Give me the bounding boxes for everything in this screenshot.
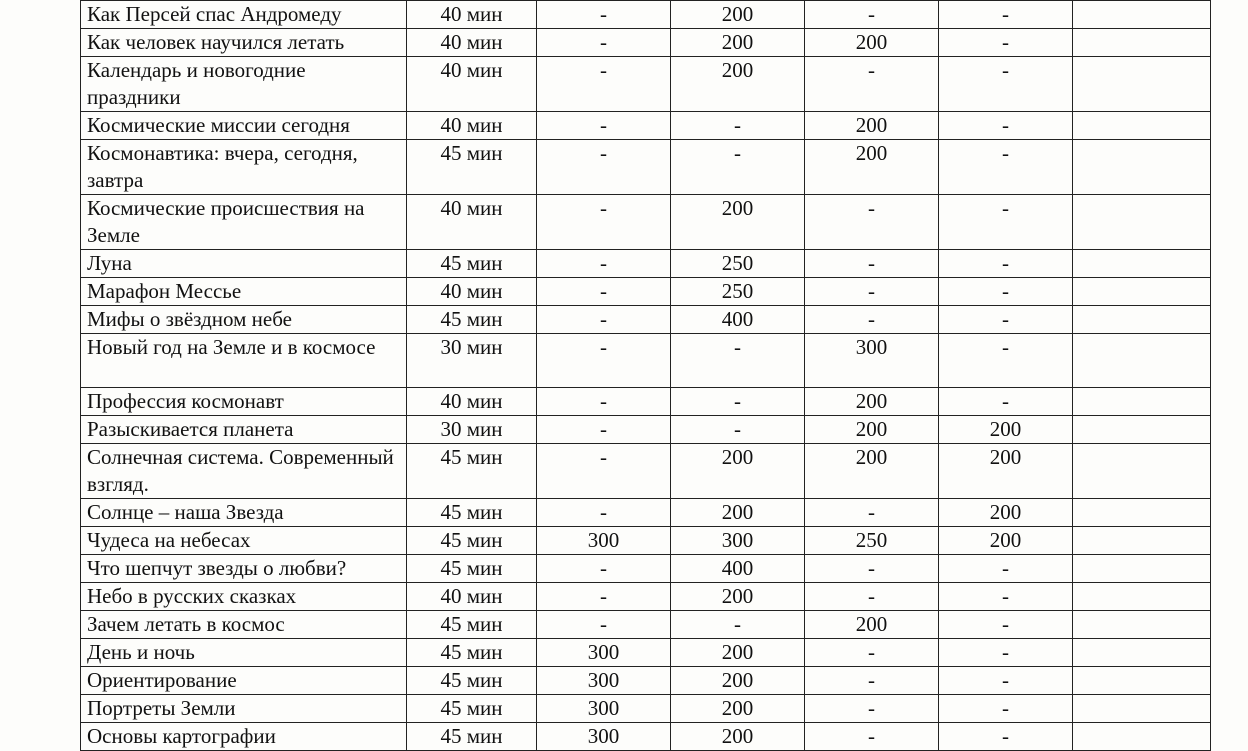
price-col-1: -: [537, 1, 671, 29]
program-title: Портреты Земли: [81, 695, 407, 723]
table-row: [81, 388, 1211, 416]
price-col-3: 200: [805, 29, 939, 57]
price-col-5: [1073, 723, 1211, 751]
price-col-5: [1073, 444, 1211, 499]
program-title: Марафон Мессье: [81, 278, 407, 306]
table-row: [81, 639, 1211, 667]
price-col-3: -: [805, 250, 939, 278]
price-col-1: -: [537, 250, 671, 278]
program-title: Новый год на Земле и в космосе: [81, 334, 407, 388]
table-row: [81, 140, 1211, 195]
price-col-5: [1073, 140, 1211, 195]
program-duration: 45 мин: [407, 723, 537, 751]
program-title: Профессия космонавт: [81, 388, 407, 416]
program-duration: 40 мин: [407, 1, 537, 29]
table-row: [81, 499, 1211, 527]
price-col-2: 200: [671, 195, 805, 250]
program-title: Ориентирование: [81, 667, 407, 695]
table-row: [81, 555, 1211, 583]
price-table-page: [80, 0, 1210, 748]
price-col-4: -: [939, 195, 1073, 250]
price-col-5: [1073, 278, 1211, 306]
program-title: Небо в русских сказках: [81, 583, 407, 611]
table-row: [81, 527, 1211, 555]
price-col-1: -: [537, 195, 671, 250]
price-col-3: -: [805, 1, 939, 29]
program-duration: 45 мин: [407, 639, 537, 667]
price-col-3: 200: [805, 444, 939, 499]
price-col-1: -: [537, 555, 671, 583]
price-col-5: [1073, 388, 1211, 416]
price-col-4: -: [939, 639, 1073, 667]
price-col-4: -: [939, 695, 1073, 723]
price-col-1: -: [537, 306, 671, 334]
price-col-2: -: [671, 140, 805, 195]
price-col-2: 200: [671, 57, 805, 112]
program-duration: 45 мин: [407, 306, 537, 334]
price-col-2: 200: [671, 29, 805, 57]
table-row: [81, 195, 1211, 250]
price-col-2: -: [671, 388, 805, 416]
price-col-2: -: [671, 112, 805, 140]
price-col-2: 200: [671, 444, 805, 499]
price-col-1: -: [537, 278, 671, 306]
price-col-3: 200: [805, 112, 939, 140]
price-table: [80, 0, 1211, 751]
price-col-4: -: [939, 388, 1073, 416]
price-col-3: 200: [805, 611, 939, 639]
price-col-2: 200: [671, 667, 805, 695]
table-row: [81, 611, 1211, 639]
price-col-1: -: [537, 334, 671, 388]
price-col-2: 200: [671, 723, 805, 751]
price-col-1: 300: [537, 695, 671, 723]
program-title: Основы картографии: [81, 723, 407, 751]
price-col-3: 300: [805, 334, 939, 388]
price-col-3: -: [805, 278, 939, 306]
program-title: Космонавтика: вчера, сегодня, завтра: [81, 140, 407, 195]
program-duration: 45 мин: [407, 527, 537, 555]
price-col-1: -: [537, 499, 671, 527]
price-col-5: [1073, 57, 1211, 112]
price-col-1: -: [537, 388, 671, 416]
table-row: [81, 444, 1211, 499]
price-col-5: [1073, 334, 1211, 388]
price-col-4: -: [939, 555, 1073, 583]
program-duration: 45 мин: [407, 499, 537, 527]
program-duration: 40 мин: [407, 57, 537, 112]
price-col-3: -: [805, 195, 939, 250]
price-col-2: -: [671, 416, 805, 444]
price-col-5: [1073, 499, 1211, 527]
price-col-3: 200: [805, 140, 939, 195]
table-row: [81, 1, 1211, 29]
price-col-3: -: [805, 499, 939, 527]
program-duration: 40 мин: [407, 388, 537, 416]
program-title: Как Персей спас Андромеду: [81, 1, 407, 29]
program-duration: 45 мин: [407, 444, 537, 499]
program-title: Луна: [81, 250, 407, 278]
price-col-3: 200: [805, 416, 939, 444]
program-duration: 40 мин: [407, 112, 537, 140]
table-row: [81, 306, 1211, 334]
price-col-5: [1073, 527, 1211, 555]
price-col-2: 300: [671, 527, 805, 555]
program-title: Календарь и новогодние праздники: [81, 57, 407, 112]
price-col-1: -: [537, 140, 671, 195]
price-col-1: -: [537, 112, 671, 140]
price-col-2: 250: [671, 278, 805, 306]
price-col-5: [1073, 29, 1211, 57]
program-duration: 40 мин: [407, 29, 537, 57]
table-row: [81, 723, 1211, 751]
price-col-3: -: [805, 667, 939, 695]
price-col-3: 200: [805, 388, 939, 416]
price-col-4: -: [939, 57, 1073, 112]
price-col-2: 200: [671, 583, 805, 611]
table-row: [81, 583, 1211, 611]
program-duration: 40 мин: [407, 583, 537, 611]
price-col-4: -: [939, 112, 1073, 140]
price-col-3: -: [805, 555, 939, 583]
price-col-3: 250: [805, 527, 939, 555]
price-col-5: [1073, 416, 1211, 444]
price-col-5: [1073, 555, 1211, 583]
table-row: [81, 250, 1211, 278]
program-title: Разыскивается планета: [81, 416, 407, 444]
price-col-2: 200: [671, 499, 805, 527]
price-col-5: [1073, 639, 1211, 667]
program-duration: 40 мин: [407, 195, 537, 250]
price-col-2: -: [671, 611, 805, 639]
table-row: [81, 695, 1211, 723]
price-col-1: -: [537, 416, 671, 444]
price-col-1: -: [537, 583, 671, 611]
price-col-1: -: [537, 611, 671, 639]
price-col-5: [1073, 695, 1211, 723]
table-row: [81, 667, 1211, 695]
price-col-3: -: [805, 695, 939, 723]
price-col-2: -: [671, 334, 805, 388]
price-col-1: 300: [537, 639, 671, 667]
price-col-1: 300: [537, 723, 671, 751]
price-col-1: -: [537, 29, 671, 57]
program-title: Мифы о звёздном небе: [81, 306, 407, 334]
price-col-4: -: [939, 29, 1073, 57]
program-title: Космические происшествия на Земле: [81, 195, 407, 250]
price-col-5: [1073, 250, 1211, 278]
price-col-2: 250: [671, 250, 805, 278]
price-col-5: [1073, 667, 1211, 695]
price-col-3: -: [805, 723, 939, 751]
price-col-4: -: [939, 583, 1073, 611]
table-row: [81, 112, 1211, 140]
price-col-2: 200: [671, 695, 805, 723]
price-col-4: -: [939, 306, 1073, 334]
price-col-4: 200: [939, 499, 1073, 527]
program-title: Как человек научился летать: [81, 29, 407, 57]
price-col-4: 200: [939, 527, 1073, 555]
price-col-5: [1073, 611, 1211, 639]
price-col-2: 400: [671, 555, 805, 583]
program-title: Чудеса на небесах: [81, 527, 407, 555]
program-title: Зачем летать в космос: [81, 611, 407, 639]
price-col-1: 300: [537, 667, 671, 695]
price-col-4: -: [939, 334, 1073, 388]
program-title: Солнце – наша Звезда: [81, 499, 407, 527]
price-col-4: -: [939, 667, 1073, 695]
price-col-3: -: [805, 639, 939, 667]
price-col-4: -: [939, 278, 1073, 306]
program-duration: 45 мин: [407, 250, 537, 278]
price-col-2: 200: [671, 1, 805, 29]
price-col-3: -: [805, 583, 939, 611]
price-col-4: 200: [939, 444, 1073, 499]
program-duration: 30 мин: [407, 334, 537, 388]
price-col-5: [1073, 1, 1211, 29]
program-duration: 45 мин: [407, 667, 537, 695]
program-duration: 45 мин: [407, 140, 537, 195]
price-col-3: -: [805, 306, 939, 334]
price-col-4: -: [939, 723, 1073, 751]
table-row: [81, 29, 1211, 57]
price-col-2: 400: [671, 306, 805, 334]
program-duration: 40 мин: [407, 278, 537, 306]
price-col-4: 200: [939, 416, 1073, 444]
table-row: [81, 278, 1211, 306]
program-duration: 45 мин: [407, 695, 537, 723]
price-col-5: [1073, 583, 1211, 611]
program-title: Что шепчут звезды о любви?: [81, 555, 407, 583]
price-col-5: [1073, 195, 1211, 250]
price-col-4: -: [939, 250, 1073, 278]
program-duration: 30 мин: [407, 416, 537, 444]
program-title: Солнечная система. Современный взгляд.: [81, 444, 407, 499]
price-col-1: 300: [537, 527, 671, 555]
table-row: [81, 57, 1211, 112]
table-row: [81, 416, 1211, 444]
table-row: [81, 334, 1211, 388]
program-duration: 45 мин: [407, 611, 537, 639]
price-col-1: -: [537, 444, 671, 499]
price-col-4: -: [939, 1, 1073, 29]
price-col-4: -: [939, 611, 1073, 639]
program-title: День и ночь: [81, 639, 407, 667]
price-col-4: -: [939, 140, 1073, 195]
price-col-2: 200: [671, 639, 805, 667]
price-col-1: -: [537, 57, 671, 112]
price-col-3: -: [805, 57, 939, 112]
program-duration: 45 мин: [407, 555, 537, 583]
price-col-5: [1073, 306, 1211, 334]
program-title: Космические миссии сегодня: [81, 112, 407, 140]
price-col-5: [1073, 112, 1211, 140]
